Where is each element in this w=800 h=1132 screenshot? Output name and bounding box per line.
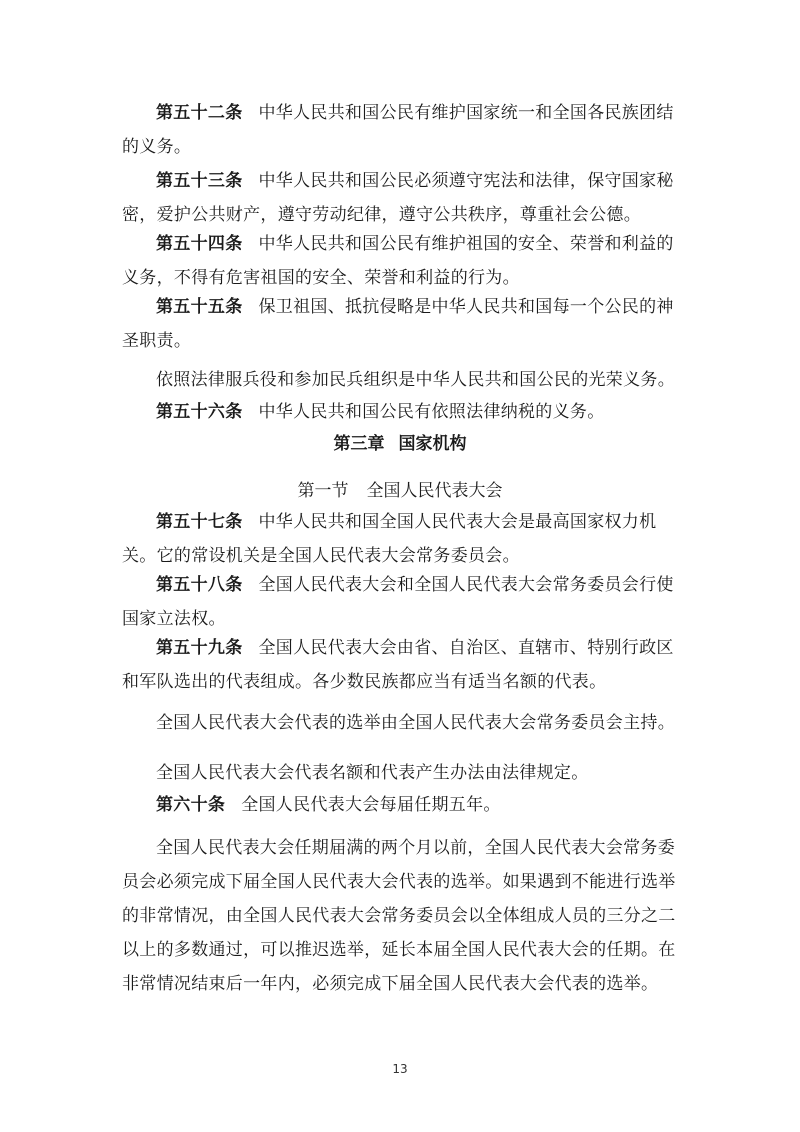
article-59-paragraph-2 <box>122 706 682 740</box>
article-text: 全国人民代表大会和全国人民代表大会常务委员会行使国家立法权。 <box>122 575 674 629</box>
chapter-number: 第三章 <box>333 434 385 454</box>
article-label: 第五十七条 <box>156 512 243 532</box>
article-58 <box>122 568 682 636</box>
paragraph-text: 依照法律服兵役和参加民兵组织是中华人民共和国公民的光荣义务。 <box>156 370 675 390</box>
article-text: 中华人民共和国公民必须遵守宪法和法律，保守国家秘密，爱护公共财产，遵守劳动纪律，遵守公共秩序，尊重社会公德。 <box>122 171 674 225</box>
section-heading <box>0 474 800 508</box>
article-text: 全国人民代表大会由省、自治区、直辖市、特别行政区和军队选出的代表组成。各少数民族都应当有适当名额的代表。 <box>122 638 674 692</box>
article-text: 全国人民代表大会每届任期五年。 <box>241 795 501 815</box>
article-60-paragraph-2 <box>122 831 682 1001</box>
article-text: 中华人民共和国全国人民代表大会是最高国家权力机关。它的常设机关是全国人民代表大会常务委员会。 <box>122 512 657 566</box>
article-text: 中华人民共和国公民有维护祖国的安全、荣誉和利益的义务，不得有危害祖国的安全、荣誉和利益的行为。 <box>122 234 674 288</box>
article-label: 第五十六条 <box>156 402 243 422</box>
section-number: 第一节 <box>297 481 349 501</box>
article-53 <box>122 164 682 232</box>
article-label: 第五十三条 <box>156 171 243 191</box>
article-52 <box>122 96 682 164</box>
page-number: 13 <box>392 1062 408 1076</box>
article-label: 第五十九条 <box>156 638 243 658</box>
article-label: 第五十五条 <box>156 297 243 317</box>
article-59-paragraph-3 <box>122 756 682 790</box>
article-label: 第六十条 <box>156 795 226 815</box>
chapter-heading <box>0 427 800 461</box>
article-60 <box>122 788 682 822</box>
article-text: 保卫祖国、抵抗侵略是中华人民共和国每一个公民的神圣职责。 <box>122 297 674 351</box>
section-title: 全国人民代表大会 <box>366 481 503 501</box>
article-57 <box>122 505 682 573</box>
paragraph-text: 全国人民代表大会代表名额和代表产生办法由法律规定。 <box>156 763 589 783</box>
article-59 <box>122 631 682 699</box>
article-text: 中华人民共和国公民有维护国家统一和全国各民族团结的义务。 <box>122 103 674 157</box>
article-55 <box>122 290 682 358</box>
chapter-title: 国家机构 <box>398 434 467 454</box>
article-54 <box>122 227 682 295</box>
paragraph-text: 全国人民代表大会任期届满的两个月以前，全国人民代表大会常务委员会必须完成下届全国人民代表大会代表的选举。如果遇到不能进行选举的非常情况，由全国人民代表大会常务委员会以全体组成人员的三分之二以上的多数通过，可以推迟选举，延长本届全国人民代表大会的任期。在非常情况结束后一年内，必须完成下届全国人民代表大会代表的选举。 <box>122 838 676 994</box>
article-text: 中华人民共和国公民有依照法律纳税的义务。 <box>258 402 605 422</box>
article-label: 第五十八条 <box>156 575 243 595</box>
article-label: 第五十四条 <box>156 234 243 254</box>
paragraph-text: 全国人民代表大会代表的选举由全国人民代表大会常务委员会主持。 <box>156 713 675 733</box>
article-55-paragraph-2 <box>122 363 682 397</box>
article-56 <box>122 395 682 429</box>
article-label: 第五十二条 <box>156 103 243 123</box>
